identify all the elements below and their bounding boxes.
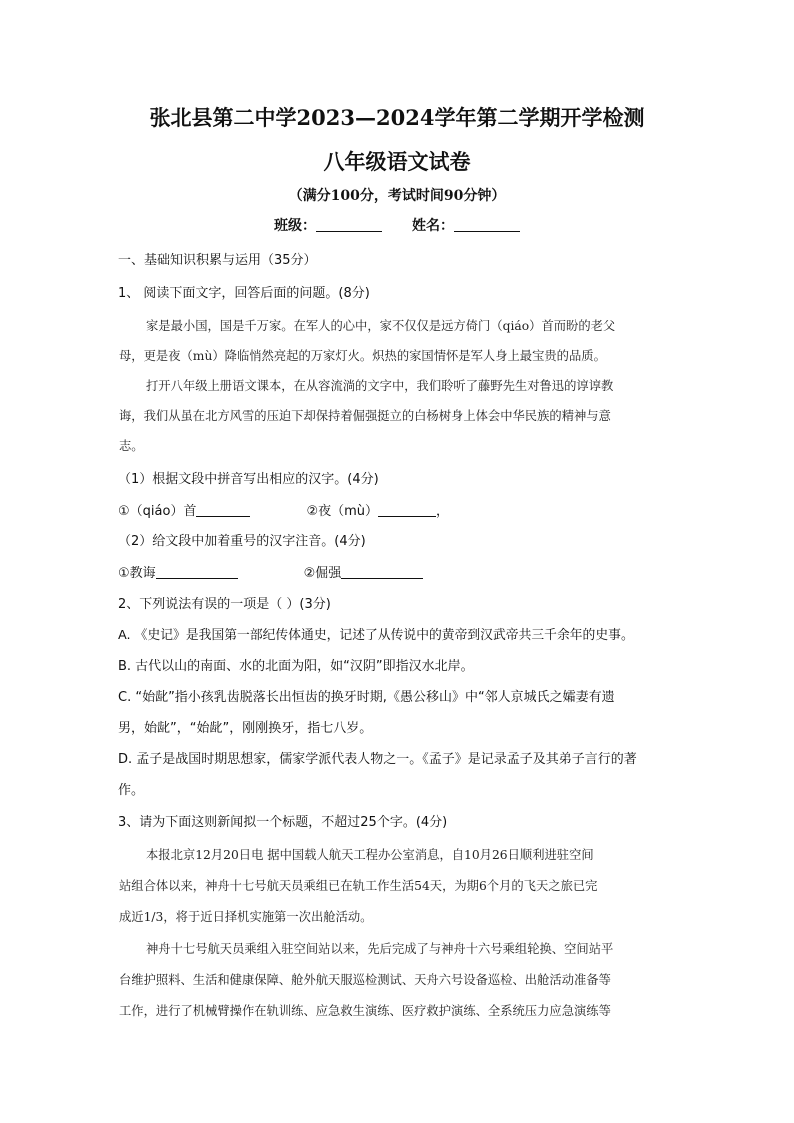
section-heading: 一、基础知识积累与运用（35分） (118, 253, 317, 268)
q1-sub2-a-blank[interactable] (156, 566, 238, 579)
q3-news-line: 本报北京12月20日电 据中国载人航天工程办公室消息，自10月26日顺利进驻空间 (146, 848, 594, 862)
q1-sub1-answers (118, 500, 449, 519)
q1-sub2-answers (118, 562, 423, 581)
q1-passage-line: 诲，我们从虽在北方风雪的压迫下却保持着倔强挺立的白杨树身上体会中华民族的精神与意 (119, 409, 611, 423)
student-info (0, 215, 794, 235)
exam-title: 张北县第二中学2023—2024学年第二学期开学检测 (149, 105, 645, 130)
q2-option-b: B. 古代以山的南面、水的北面为阳，如“汉阴”即指汉水北岸。 (118, 659, 474, 674)
exam-score-time: （满分100分，考试时间90分钟） (288, 188, 506, 204)
q1-sub2-prompt: （2）给文段中加着重号的汉字注音。(4分) (118, 534, 366, 549)
q2-option-d-cont: 作。 (118, 783, 145, 798)
q1-sub2-b-blank[interactable] (341, 566, 423, 579)
q3-news-line: 神舟十七号航天员乘组入驻空间站以来，先后完成了与神舟十六号乘组轮换、空间站平 (146, 942, 614, 956)
q1-passage-line: 母，更是夜（mù）降临悄然亮起的万家灯火。炽热的家国情怀是军人身上最宝贵的品质。 (119, 349, 606, 363)
q1-sub1-a-label: ①（qiáo）首 (118, 504, 197, 519)
class-blank[interactable] (316, 217, 382, 232)
q1-sub1-b-tail: ， (436, 504, 450, 519)
q2-option-c: C. “始龀”指小孩乳齿脱落长出恒齿的换牙时期,《愚公移山》中“邻人京城氏之孀妻有遗 (118, 690, 615, 705)
q1-sub2-a-label: ①教诲 (118, 566, 156, 581)
name-label: 姓名： (412, 218, 454, 234)
q3-prompt: 3、请为下面这则新闻拟一个标题，不超过25个字。(4分) (118, 815, 448, 830)
q2-option-a: A. 《史记》是我国第一部纪传体通史，记述了从传说中的黄帝到汉武帝共三千余年的史事。 (118, 628, 634, 643)
q2-option-d: D. 孟子是战国时期思想家，儒家学派代表人物之一。《孟子》是记录孟子及其弟子言行的著 (118, 752, 637, 767)
q1-sub2-b-label: ②倔强 (303, 566, 342, 581)
class-label: 班级： (274, 218, 316, 234)
exam-subject-title: 八年级语文试卷 (323, 149, 471, 174)
q1-passage-line: 家是最小国，国是千万家。在军人的心中，家不仅仅是远方倚门（qiáo）首而盼的老父 (146, 319, 616, 333)
q3-news-line: 工作，进行了机械臂操作在轨训练、应急救生演练、医疗救护演练、全系统压力应急演练等 (119, 1004, 611, 1018)
q3-news-line: 台维护照料、生活和健康保障、舱外航天服巡检测试、天舟六号设备巡检、出舱活动准备等 (119, 973, 611, 987)
q1-sub1-a-blank[interactable] (196, 504, 250, 517)
q1-passage-line: 志。 (119, 439, 144, 453)
q1-sub1-prompt: （1）根据文段中拼音写出相应的汉字。(4分) (118, 472, 379, 487)
q2-prompt: 2、下列说法有误的一项是（ ）(3分) (118, 597, 331, 612)
q1-prompt: 1、 阅读下面文字，回答后面的问题。(8分) (118, 286, 370, 301)
name-blank[interactable] (454, 217, 520, 232)
q3-news-line: 站组合体以来，神舟十七号航天员乘组已在轨工作生活54天，为期6个月的飞天之旅已完 (119, 879, 598, 893)
q1-sub1-b-label: ②夜（mù） (306, 504, 379, 519)
q1-sub1-b-blank[interactable] (378, 504, 436, 517)
q2-option-c-cont: 男，始龀”，“始龀”，刚刚换牙，指七八岁。 (118, 721, 373, 736)
q3-news-line: 成近1/3，将于近日择机实施第一次出舱活动。 (119, 910, 373, 924)
q1-passage-line: 打开八年级上册语文课本，在从容流淌的文字中，我们聆听了藤野先生对鲁迅的谆谆教 (146, 379, 614, 393)
